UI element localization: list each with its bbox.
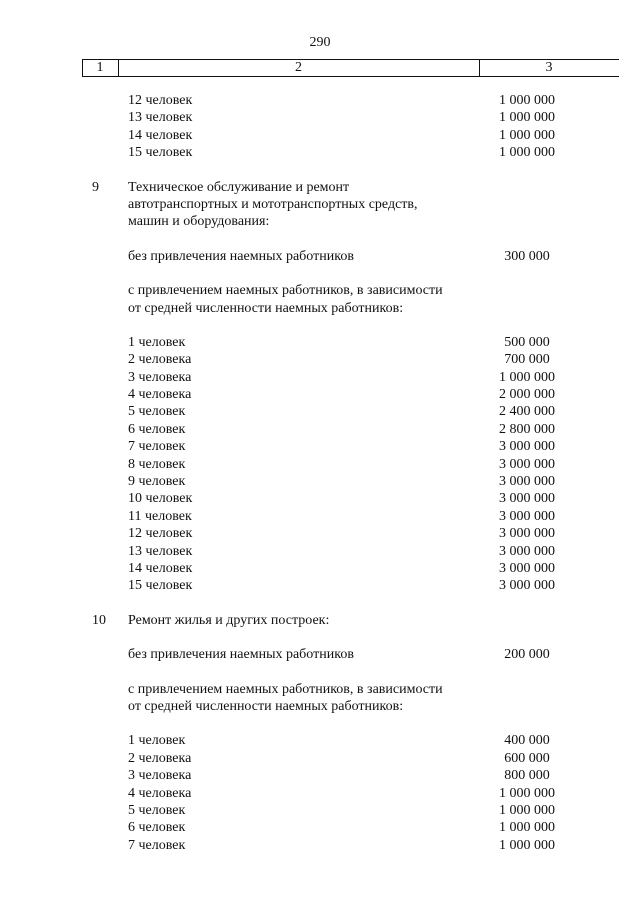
row-label: 3 человека bbox=[128, 369, 192, 385]
table-row bbox=[0, 767, 640, 784]
row-value: 3 000 000 bbox=[499, 439, 555, 455]
row-label: Техническое обслуживание и ремонт bbox=[128, 179, 350, 195]
table-row bbox=[0, 300, 640, 317]
table-row bbox=[0, 144, 640, 161]
row-number: 9 bbox=[92, 179, 99, 195]
row-value: 3 000 000 bbox=[499, 578, 555, 594]
table-row bbox=[0, 681, 640, 698]
row-spacer bbox=[0, 162, 640, 179]
page-number: 290 bbox=[309, 35, 331, 50]
table-row bbox=[0, 837, 640, 854]
table-row bbox=[0, 127, 640, 144]
table-row bbox=[0, 421, 640, 438]
row-value: 3 000 000 bbox=[499, 526, 555, 542]
row-label: 15 человек bbox=[128, 145, 193, 161]
row-value: 1 000 000 bbox=[499, 369, 555, 385]
row-value: 1 000 000 bbox=[499, 802, 555, 818]
table-header bbox=[82, 59, 619, 77]
row-label: 2 человека bbox=[128, 352, 192, 368]
table-row bbox=[0, 612, 640, 629]
row-value: 2 000 000 bbox=[499, 387, 555, 403]
row-value: 3 000 000 bbox=[499, 456, 555, 472]
row-label: Ремонт жилья и других построек: bbox=[128, 612, 330, 628]
row-label: без привлечения наемных работников bbox=[128, 647, 354, 663]
table-body bbox=[0, 92, 640, 854]
table-row bbox=[0, 456, 640, 473]
row-label: 4 человека bbox=[128, 387, 192, 403]
row-label: 3 человека bbox=[128, 768, 192, 784]
row-label: 5 человек bbox=[128, 802, 186, 818]
row-label: 10 человек bbox=[128, 491, 193, 507]
row-value: 700 000 bbox=[504, 352, 550, 368]
table-row bbox=[0, 438, 640, 455]
row-label: 7 человек bbox=[128, 837, 186, 853]
row-label: 13 человек bbox=[128, 543, 193, 559]
row-value: 800 000 bbox=[504, 768, 550, 784]
header-col-1: 1 bbox=[96, 60, 104, 75]
header-col-2: 2 bbox=[295, 60, 302, 75]
table-row bbox=[0, 369, 640, 386]
row-value: 300 000 bbox=[504, 248, 550, 264]
row-value: 1 000 000 bbox=[499, 837, 555, 853]
row-spacer bbox=[0, 595, 640, 612]
row-spacer bbox=[0, 265, 640, 282]
row-value: 1 000 000 bbox=[499, 110, 555, 126]
row-label: от средней численности наемных работников: bbox=[128, 698, 404, 714]
table-row bbox=[0, 732, 640, 749]
row-value: 2 800 000 bbox=[499, 421, 555, 437]
row-label: без привлечения наемных работников bbox=[128, 248, 354, 264]
row-label: 1 человек bbox=[128, 334, 186, 350]
row-spacer bbox=[0, 664, 640, 681]
table-row bbox=[0, 646, 640, 663]
row-value: 3 000 000 bbox=[499, 491, 555, 507]
row-value: 2 400 000 bbox=[499, 404, 555, 420]
table-row bbox=[0, 386, 640, 403]
row-value: 3 000 000 bbox=[499, 474, 555, 490]
table-row bbox=[0, 196, 640, 213]
row-label: 5 человек bbox=[128, 404, 186, 420]
table-row bbox=[0, 248, 640, 265]
table-row bbox=[0, 508, 640, 525]
row-value: 1 000 000 bbox=[499, 145, 555, 161]
row-value: 1 000 000 bbox=[499, 127, 555, 143]
row-value: 400 000 bbox=[504, 733, 550, 749]
row-label: 7 человек bbox=[128, 439, 186, 455]
table-row bbox=[0, 473, 640, 490]
row-value: 3 000 000 bbox=[499, 543, 555, 559]
table-row bbox=[0, 543, 640, 560]
row-label: автотранспортных и мототранспортных средств, bbox=[128, 196, 418, 212]
table-row bbox=[0, 785, 640, 802]
row-value: 1 000 000 bbox=[499, 785, 555, 801]
header-col-3: 3 bbox=[545, 60, 553, 75]
row-label: 1 человек bbox=[128, 733, 186, 749]
row-value: 1 000 000 bbox=[499, 93, 555, 108]
table-row bbox=[0, 819, 640, 836]
row-label: 6 человек bbox=[128, 421, 186, 437]
row-label: 2 человека bbox=[128, 750, 192, 766]
table-row bbox=[0, 490, 640, 507]
row-value: 1 000 000 bbox=[499, 820, 555, 836]
row-label: 12 человек bbox=[128, 93, 193, 108]
row-label: 6 человек bbox=[128, 820, 186, 836]
row-spacer bbox=[0, 629, 640, 646]
table-row bbox=[0, 334, 640, 351]
row-label: от средней численности наемных работников: bbox=[128, 300, 404, 316]
row-number: 10 bbox=[92, 612, 106, 628]
table-row bbox=[0, 750, 640, 767]
row-label: 13 человек bbox=[128, 110, 193, 126]
row-value: 3 000 000 bbox=[499, 560, 555, 576]
row-label: 14 человек bbox=[128, 127, 193, 143]
row-label: 4 человека bbox=[128, 785, 192, 801]
row-spacer bbox=[0, 715, 640, 732]
table-row bbox=[0, 802, 640, 819]
row-value: 500 000 bbox=[504, 334, 550, 350]
row-label: 9 человек bbox=[128, 474, 186, 490]
row-spacer bbox=[0, 317, 640, 334]
table-row bbox=[0, 213, 640, 230]
row-label: 14 человек bbox=[128, 560, 193, 576]
row-label: 8 человек bbox=[128, 456, 186, 472]
table-row bbox=[0, 403, 640, 420]
row-label: 12 человек bbox=[128, 526, 193, 542]
table-row bbox=[0, 577, 640, 594]
table-row bbox=[0, 109, 640, 126]
row-label: 11 человек bbox=[128, 508, 192, 524]
table-row bbox=[0, 698, 640, 715]
row-spacer bbox=[0, 231, 640, 248]
row-value: 600 000 bbox=[504, 750, 550, 766]
row-label: с привлечением наемных работников, в зависимости bbox=[128, 681, 443, 697]
row-label: машин и оборудования: bbox=[128, 214, 270, 230]
table-row bbox=[0, 560, 640, 577]
row-label: 15 человек bbox=[128, 578, 193, 594]
row-value: 3 000 000 bbox=[499, 508, 555, 524]
row-label: с привлечением наемных работников, в зависимости bbox=[128, 283, 443, 299]
table-row bbox=[0, 525, 640, 542]
table-row bbox=[0, 351, 640, 368]
table-row bbox=[0, 282, 640, 299]
table-row bbox=[0, 179, 640, 196]
table-row bbox=[0, 92, 640, 109]
row-value: 200 000 bbox=[504, 647, 550, 663]
